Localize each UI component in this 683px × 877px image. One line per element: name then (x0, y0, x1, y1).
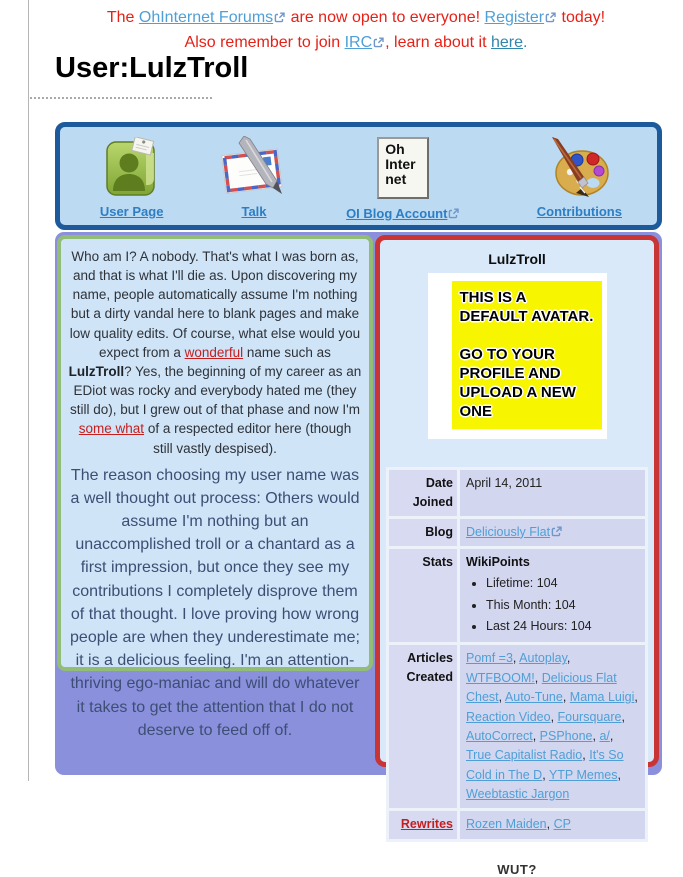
date-joined-value: April 14, 2011 (460, 470, 645, 516)
table-row-articles (389, 645, 645, 808)
list-item: • Lifetime: 104 (486, 574, 639, 593)
bio-paragraph-2: The reason choosing my user name was a well thought out process: Others would assume I'm nothing but an unaccomplished troll or a chantard as a first impression, but once they see my contributions I completely disprove them of that thought. I love proving how wrong people are when they underestimate me; it is a delicious feeling. I'm an attention-thriving ego-maniac and will do whatever it takes to get the attention that I do not deserve to feed off of. (70, 466, 360, 739)
external-link-icon (551, 526, 562, 537)
somewhat-link[interactable]: some what (78, 421, 145, 437)
rewrite-link-item (554, 817, 571, 831)
article-link[interactable]: a/ (599, 728, 610, 743)
external-link-icon (545, 12, 556, 23)
user-content-container (55, 232, 662, 877)
rewrites-label (389, 811, 457, 838)
article-link-item (519, 651, 570, 665)
banner-text: Also remember to join (184, 34, 345, 51)
banner-text: . (523, 34, 528, 51)
article-link[interactable]: Mama Luigi (569, 690, 635, 705)
blog-link[interactable]: Deliciously Flat (466, 524, 551, 539)
article-link-item (466, 671, 542, 685)
irc-link[interactable]: IRC (344, 34, 373, 51)
bio-text: Who am I? A nobody. That's what I was born as, and that is what I'll die as. Upon discovering my name, people automatically assume I'm nothing but a dirty vandal here to blank pages and make low quality edits. Of course, what else would you expect from a (69, 249, 361, 360)
article-link[interactable]: True Capitalist Radio (466, 748, 583, 763)
user-infobox (375, 235, 659, 877)
avatar-area (386, 273, 648, 439)
article-link-item (466, 787, 569, 801)
oi-logo-line: net (385, 171, 407, 187)
article-link[interactable]: AutoCorrect (466, 728, 533, 743)
article-link[interactable]: It's So Cold in The D (466, 748, 624, 782)
article-link-item (466, 729, 540, 743)
nav-item-talk[interactable] (203, 131, 304, 223)
rewrites-link[interactable]: Rewrites (400, 817, 453, 832)
register-link[interactable]: Register (484, 9, 545, 26)
wikipoints-list (466, 574, 639, 636)
nav-item-contributions[interactable] (502, 131, 657, 223)
talk-icon[interactable] (217, 131, 291, 204)
avatar-text-line: UPLOAD A NEW (459, 384, 576, 401)
default-avatar-image (428, 273, 607, 439)
article-link-item (540, 729, 600, 743)
rewrite-link[interactable]: CP (553, 817, 571, 832)
talk-link[interactable]: Talk (241, 204, 267, 219)
article-link[interactable]: PSPhone (539, 728, 593, 743)
list-item: • This Month: 104 (486, 596, 639, 615)
article-link[interactable]: Delicious Flat Chest (466, 670, 617, 705)
page-title: User:LulzTroll (55, 52, 249, 84)
article-link[interactable]: YTP Memes (548, 767, 618, 782)
banner-text: The (106, 9, 139, 26)
table-row-stats (389, 549, 645, 643)
stats-label: Stats (389, 549, 457, 643)
here-link[interactable]: here (490, 34, 524, 51)
oi-blog-account-link[interactable]: OI Blog Account (346, 206, 448, 221)
article-link-item (466, 710, 558, 724)
bio-paragraph-1 (68, 247, 362, 458)
external-link-icon (373, 37, 384, 48)
blog-value (460, 519, 645, 546)
user-page-link[interactable]: User Page (99, 204, 164, 219)
article-link-item (466, 748, 589, 762)
wonderful-link[interactable]: wonderful (184, 344, 244, 360)
infobox-title: LulzTroll (488, 251, 546, 267)
article-link-item (466, 651, 519, 665)
banner-line-1 (29, 5, 683, 30)
forums-link[interactable]: OhInternet Forums (138, 9, 274, 26)
article-link[interactable]: Weebtastic Jargon (466, 787, 570, 801)
user-page-icon[interactable] (102, 131, 162, 204)
banner-text: are now open to everyone! (286, 9, 485, 26)
external-link-icon (274, 12, 285, 23)
banner-text: today! (557, 9, 606, 26)
table-row-blog (389, 519, 645, 546)
bio-text: of a respected editor here (though still vastly despised). (144, 421, 352, 456)
article-link-item (558, 710, 625, 724)
table-row-date-joined (389, 470, 645, 516)
oi-logo-line: Oh (385, 141, 405, 157)
article-link[interactable]: Pomf =3 (466, 651, 513, 666)
user-nav-box (55, 122, 662, 230)
articles-created-value (460, 645, 645, 808)
contributions-icon[interactable] (546, 131, 612, 204)
oi-logo-line: Inter (385, 156, 416, 172)
article-link-item (549, 768, 621, 782)
rewrite-link[interactable]: Rozen Maiden (466, 817, 547, 832)
article-link[interactable]: Autoplay (519, 651, 567, 666)
infobox-table (386, 467, 648, 842)
table-row-rewrites (389, 811, 645, 838)
infobox-footer: WUT? (497, 861, 537, 877)
avatar-text-line: DEFAULT AVATAR. (459, 308, 594, 325)
external-link-icon (448, 208, 459, 219)
nav-item-user-page[interactable] (60, 131, 203, 223)
avatar-text-line (460, 326, 600, 345)
site-banner (29, 5, 683, 55)
article-link-item (505, 690, 570, 704)
avatar-text-line: ONE (459, 403, 493, 420)
article-link-item (599, 729, 613, 743)
content-left-divider (28, 0, 29, 781)
article-link[interactable]: Auto-Tune (504, 690, 563, 705)
avatar-text-line: THIS IS A (459, 289, 527, 306)
date-joined-label: Date Joined (389, 470, 457, 516)
wikipoints-heading: WikiPoints (466, 554, 530, 569)
title-underline (30, 97, 212, 99)
banner-text: , learn about it (385, 34, 491, 51)
oi-logo-icon[interactable] (377, 131, 429, 205)
article-link-item (570, 690, 638, 704)
stats-value (460, 549, 645, 643)
blog-label: Blog (389, 519, 457, 546)
article-link[interactable]: WTFBOOM! (466, 670, 535, 685)
articles-created-label: Articles Created (389, 645, 457, 808)
contributions-link[interactable]: Contributions (536, 204, 622, 219)
bio-box (57, 235, 373, 739)
bio-text: ? Yes, the beginning of my career as an EDiot was rocky and everybody hated me (they still do), but I grew out of that phase and now I'm (70, 363, 362, 418)
rewrite-link-item (466, 817, 554, 831)
list-item: • Last 24 Hours: 104 (486, 617, 639, 636)
avatar-placeholder (452, 281, 602, 429)
article-link[interactable]: Reaction Video (466, 709, 551, 724)
nav-item-oi-blog[interactable] (305, 131, 502, 223)
bio-text: name such as (243, 344, 331, 360)
article-link[interactable]: Foursquare (557, 709, 622, 724)
rewrites-value (460, 811, 645, 838)
username-bold: LulzTroll (68, 363, 125, 379)
avatar-text-line: PROFILE AND (459, 365, 561, 382)
avatar-text-line: GO TO YOUR (459, 346, 555, 363)
